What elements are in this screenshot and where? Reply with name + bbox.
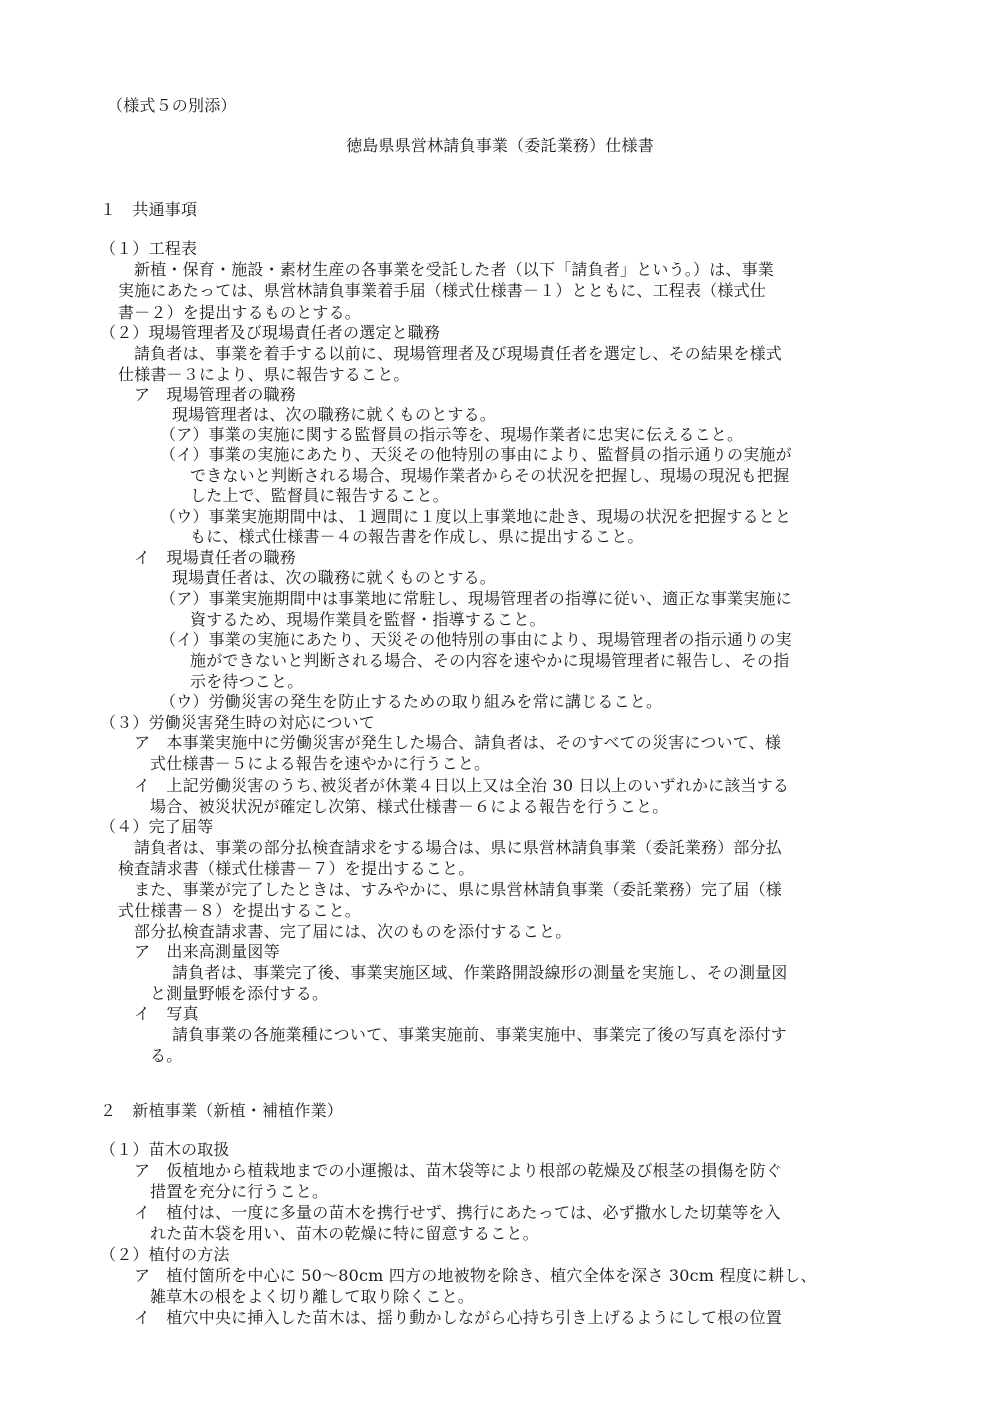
text-line: ２ 新植事業（新植・補植作業） — [100, 1101, 344, 1120]
text-line: 実施にあたっては、県営林請負事業着手届（様式仕様書－１）とともに、工程表（様式仕 — [118, 281, 767, 300]
text-line: （１）工程表 — [100, 239, 198, 258]
text-line: 請負者は、事業の部分払検査請求をする場合は、県に県営林請負事業（委託業務）部分払 — [134, 838, 783, 857]
text-line: （イ）事業の実施にあたり、天災その他特別の事由により、監督員の指示通りの実施が — [160, 445, 792, 464]
text-line: る。 — [150, 1046, 183, 1065]
text-line: イ 上記労働災害のうち､被災者が休業４日以上又は全治 30 日以上のいずれかに該当する — [134, 776, 790, 795]
text-line: と測量野帳を添付する。 — [150, 984, 329, 1003]
text-line: 式仕様書－５による報告を速やかに行うこと。 — [150, 754, 491, 773]
text-line: （ア）事業実施期間中は事業地に常駐し、現場管理者の指導に従い、適正な事業実施に — [160, 589, 792, 608]
text-line: （２）現場管理者及び現場責任者の選定と職務 — [100, 323, 441, 342]
text-line: ア 出来高測量図等 — [134, 942, 280, 961]
text-line: 仕様書－３により、県に報告すること。 — [118, 365, 410, 384]
text-line: （ア）事業の実施に関する監督員の指示等を、現場作業者に忠実に伝えること。 — [160, 425, 744, 444]
text-line: ア 現場管理者の職務 — [134, 385, 297, 404]
text-line: （ウ）労働災害の発生を防止するための取り組みを常に講じること。 — [160, 692, 663, 711]
text-line: 場合、被災状況が確定し次第、様式仕様書－６による報告を行うこと。 — [150, 797, 669, 816]
text-line: ア 植付箇所を中心に 50～80cm 四方の地被物を除き、植穴全体を深さ 30cm 程度に耕し、 — [134, 1266, 817, 1285]
text-line: （１）苗木の取扱 — [100, 1140, 230, 1159]
text-line: 現場管理者は、次の職務に就くものとする。 — [172, 405, 497, 424]
text-line: もに、様式仕様書－４の報告書を作成し、県に提出すること。 — [190, 527, 644, 546]
text-line: 式仕様書－８）を提出すること。 — [118, 901, 362, 920]
text-line: 雑草木の根をよく切り離して取り除くこと。 — [150, 1287, 475, 1306]
text-line: （ウ）事業実施期間中は、１週間に１度以上事業地に赴き、現場の状況を把握するとと — [160, 507, 792, 526]
text-line: ア 仮植地から植栽地までの小運搬は、苗木袋等により根部の乾燥及び根茎の損傷を防ぐ — [134, 1161, 783, 1180]
text-line: 現場責任者は、次の職務に就くものとする。 — [172, 568, 497, 587]
text-line: （２）植付の方法 — [100, 1245, 230, 1264]
text-line: １ 共通事項 — [100, 200, 198, 219]
text-line: 請負者は、事業完了後、事業実施区域、作業路開設線形の測量を実施し、その測量図 — [172, 963, 788, 982]
text-line: （４）完了届等 — [100, 817, 214, 836]
text-line: れた苗木袋を用い、苗木の乾燥に特に留意すること。 — [150, 1224, 539, 1243]
text-line: また、事業が完了したときは、すみやかに、県に県営林請負事業（委託業務）完了届（様 — [134, 880, 783, 899]
text-line: 施ができないと判断される場合、その内容を速やかに現場管理者に報告し、その指 — [190, 651, 790, 670]
annex-label: （様式５の別添） — [107, 96, 237, 115]
document-title: 徳島県県営林請負事業（委託業務）仕様書 — [346, 136, 654, 155]
text-line: 検査請求書（様式仕様書－７）を提出すること。 — [118, 859, 475, 878]
text-line: 部分払検査請求書、完了届には、次のものを添付すること。 — [134, 922, 572, 941]
text-line: イ 現場責任者の職務 — [134, 548, 297, 567]
text-line: 書－２）を提出するものとする。 — [118, 303, 362, 322]
text-line: 新植・保育・施設・素材生産の各事業を受託した者（以下「請負者」という。）は、事業 — [134, 260, 775, 279]
text-line: 請負事業の各施業種について、事業実施前、事業実施中、事業完了後の写真を添付す — [172, 1025, 787, 1044]
text-line: イ 植穴中央に挿入した苗木は、揺り動かしながら心持ち引き上げるようにして根の位置 — [134, 1308, 783, 1327]
text-line: ア 本事業実施中に労働災害が発生した場合、請負者は、そのすべての災害について、様 — [134, 733, 782, 752]
text-line: 措置を充分に行うこと。 — [150, 1182, 329, 1201]
text-line: 資するため、現場作業員を監督・指導すること。 — [190, 610, 546, 629]
text-line: 示を待つこと。 — [190, 672, 304, 691]
text-line: （３）労働災害発生時の対応について — [100, 713, 376, 732]
text-line: イ 植付は、一度に多量の苗木を携行せず、携行にあたっては、必ず撒水した切葉等を入 — [134, 1203, 781, 1222]
text-line: した上で、監督員に報告すること。 — [190, 486, 449, 505]
text-line: イ 写真 — [134, 1004, 199, 1023]
text-line: 請負者は、事業を着手する以前に、現場管理者及び現場責任者を選定し、その結果を様式 — [134, 344, 783, 363]
text-line: できないと判断される場合、現場作業者からその状況を把握し、現場の現況も把握 — [190, 466, 790, 485]
text-line: （イ）事業の実施にあたり、天災その他特別の事由により、現場管理者の指示通りの実 — [160, 630, 792, 649]
